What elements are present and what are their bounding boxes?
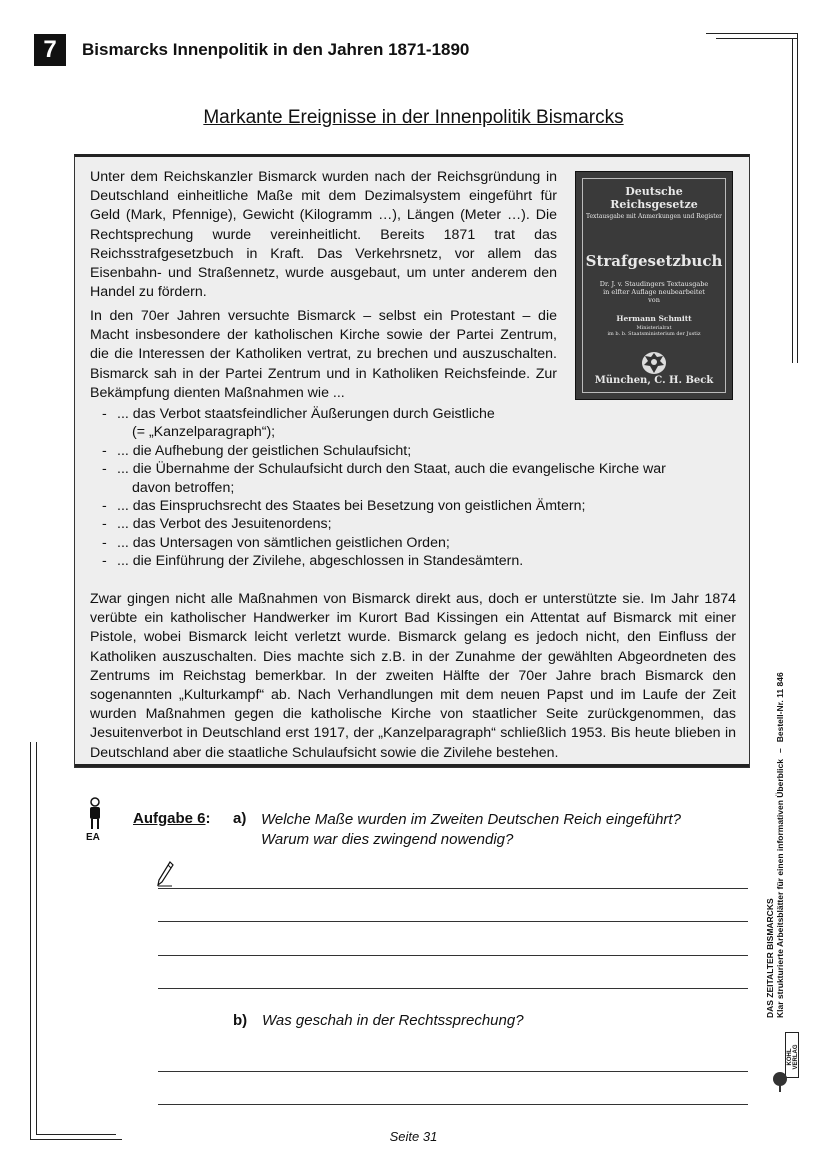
page-title: Markante Ereignisse in der Innenpolitik Bismarcks (203, 107, 624, 128)
list-item: - ... das Untersagen von sämtlichen geistlichen Orden; (102, 534, 450, 551)
book-publisher: München, C. H. Beck (594, 375, 714, 386)
corner-line (30, 742, 31, 1139)
answer-line[interactable] (158, 921, 748, 922)
answer-line[interactable] (158, 1071, 748, 1072)
side-subtitle: Klar strukturierte Arbeitsblätter für einen informativen Überblick (775, 759, 785, 1018)
list-item: - ... das Verbot des Jesuitenordens; (102, 516, 332, 533)
tree-logo-icon (770, 1070, 790, 1094)
answer-line[interactable] (158, 955, 748, 956)
side-separator: – (775, 748, 785, 753)
answer-line[interactable] (158, 1104, 748, 1105)
book-author-role: Ministerialrat im b. b. Staatsministerium der Justiz (607, 325, 701, 337)
list-item-continuation: (= „Kanzelparagraph“); (132, 424, 276, 441)
list-item-continuation: davon betroffen; (132, 479, 235, 496)
corner-line (706, 33, 798, 34)
corner-line (792, 38, 793, 363)
task-label: Aufgabe 6: (133, 810, 211, 827)
list-item: - ... die Aufhebung der geistlichen Schulaufsicht; (102, 442, 412, 459)
corner-line (716, 38, 798, 39)
info-paragraph-1: Unter dem Reichskanzler Bismarck wurden nach der Reichsgründung in Deutschland einheitliche Maße mit dem Dezimalsystem eingeführt für Geld (Mark, Pfennige), Gewicht (Kilogramm …), Längen (Meter …). Die Rechtsprechung wurde vereinheitlicht. Bereits 1871 trat das Reichsstrafgesetzbuch in Kraft. Das Verkehrsnetz, vor allem das Eisenbahn- und Straßennetz, wurde ausgebaut, um unter anderem den Handel zu fördern. (90, 169, 557, 301)
answer-line[interactable] (158, 988, 748, 989)
book-edition: Dr. J. v. Staudingers Textausgabe in elfter Auflage neubearbeitet von (599, 280, 709, 304)
info-paragraph-2: In den 70er Jahren versuchte Bismarck – selbst ein Protestant – die Macht insbesondere der katholischen Kirche sowie der Partei Zentrum, die die Interessen der Katholiken vertrat, zu brechen und auszuschalten. Bismarck sah in der Partei Zentrum und in Katholiken Reichsfeinde. Zur Bekämpfung dienten Maßnahmen wie ... (90, 308, 557, 401)
measures-list (102, 405, 722, 571)
person-icon (86, 797, 104, 831)
answer-line[interactable] (158, 888, 748, 889)
list-item: - ... die Übernahme der Schulaufsicht durch den Staat, auch die evangelische Kirche war (102, 461, 666, 478)
publisher-logo: KOHL VERLAG (785, 1032, 799, 1078)
list-item: - ... das Verbot staatsfeindlicher Äußerungen durch Geistliche (102, 406, 495, 422)
question-b-text: Was geschah in der Rechtssprechung? (262, 1012, 524, 1029)
question-a-text: Welche Maße wurden im Zweiten Deutschen Reich eingeführt? Warum war dies zwingend nowendig? (261, 811, 681, 848)
eagle-crest-icon (639, 347, 669, 377)
book-cover-image (575, 171, 733, 400)
pencil-icon (156, 860, 174, 888)
book-top-title: Deutsche Reichsgesetze (610, 185, 698, 211)
side-title: DAS ZEITALTER BISMARCKS (765, 898, 775, 1018)
corner-line (36, 742, 37, 1135)
chapter-title: Bismarcks Innenpolitik in den Jahren 1871-1890 (82, 40, 470, 59)
corner-line (797, 33, 798, 363)
info-paragraph-3: Zwar gingen nicht alle Maßnahmen von Bismarck direkt aus, doch er unterstützte sie. Im Jahr 1874 verübte ein katholischer Handwerker im Kurort Bad Kissingen ein Attentat auf Bismarck mit einer Pistole, wobei Bismarck leicht verletzt wurde. Bismarck gelang es jedoch nicht, den Einfluss der Katholiken auszuschalten. Dies machte sich z.B. in der Zunahme der gewählten Abgeordneten des Zentrums im Reichstag bemerkbar. In der zweiten Hälfte der 70er Jahre brach Bismarck den sogenannten „Kulturkampf“ ab. Nach Verhandlungen mit dem neuen Papst und im Laufe der Zeit wurden Maßnahmen gegen die katholische Kirche von staatlicher Seite zurückgenommen, das Jesuitenverbot in Deutschland erst 1917, der „Kanzelparagraph“ schließlich 1953. Bis heute blieben in Deutschland aber die staatliche Schulaufsicht sowie die Zivilehe bestehen. (90, 591, 736, 761)
page-number: Seite 31 (389, 1129, 438, 1144)
book-main-title: Strafgesetzbuch (585, 252, 723, 270)
book-subtitle: Textausgabe mit Anmerkungen und Register (585, 213, 723, 220)
question-a-letter: a) (233, 810, 247, 827)
list-item: - ... die Einführung der Zivilehe, abgeschlossen in Standesämtern. (102, 553, 524, 570)
question-b-letter: b) (233, 1012, 248, 1029)
side-order-number: Bestell-Nr. 11 846 (775, 672, 785, 743)
chapter-number: 7 (34, 34, 66, 66)
list-item: - ... das Einspruchsrecht des Staates bei Besetzung von geistlichen Ämtern; (102, 498, 586, 515)
book-author: Hermann Schmitt (616, 314, 692, 323)
side-publisher-info (765, 672, 785, 1018)
ea-label: EA (86, 832, 100, 843)
